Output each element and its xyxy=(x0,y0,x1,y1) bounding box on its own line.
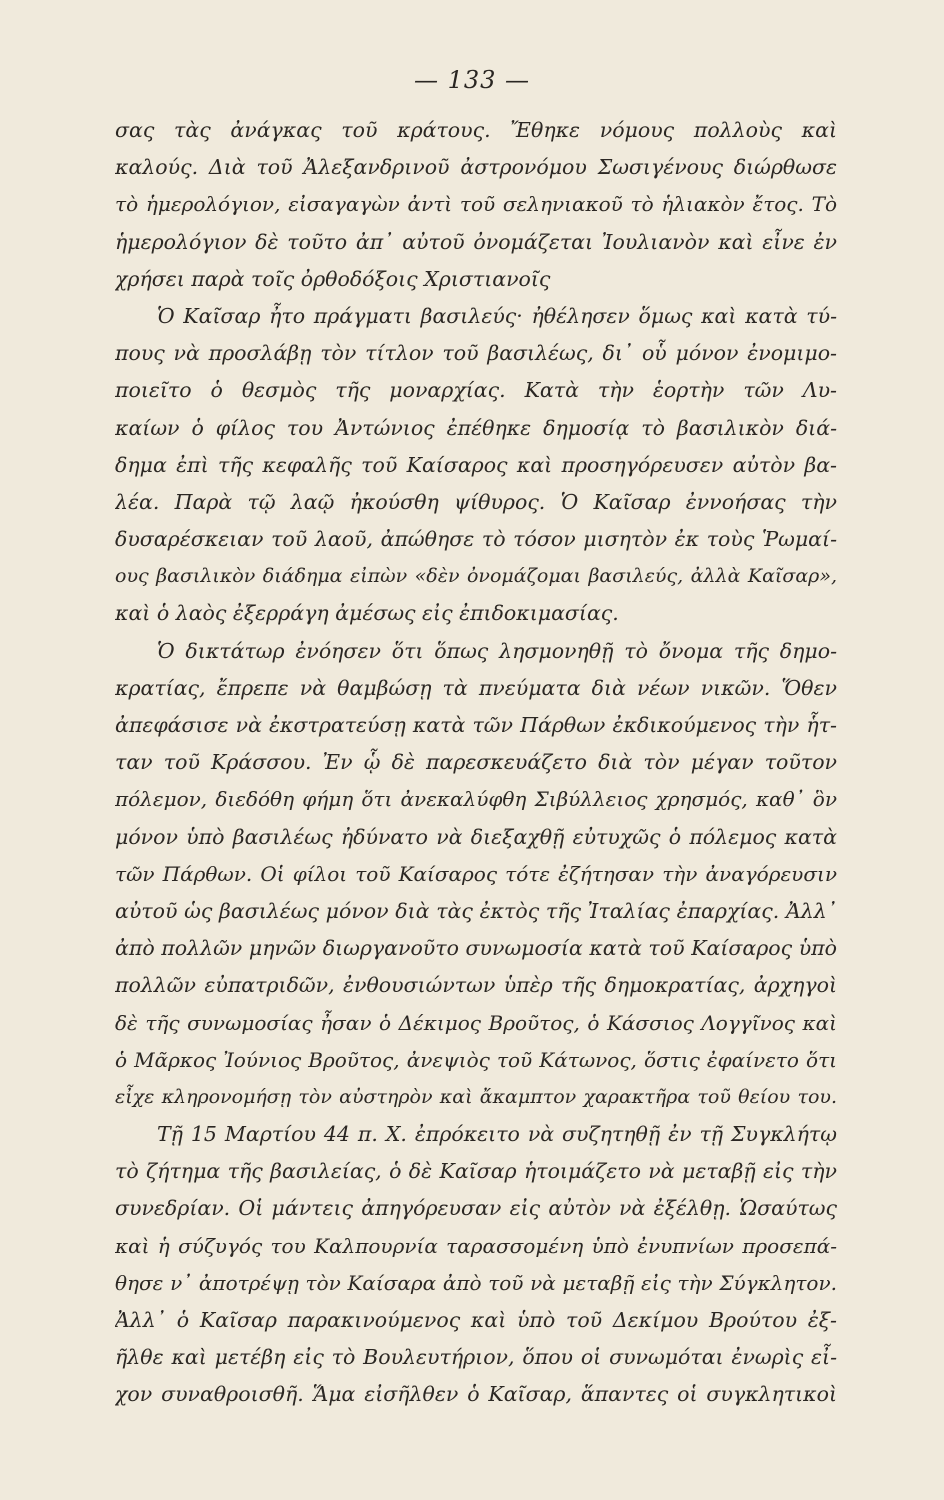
text-line: εἶχε κληρονομήσῃ τὸν αὐστηρὸν καὶ ἄκαμπτον χαρακτῆρα τοῦ θείου του. xyxy=(115,1085,837,1108)
text-line: ἡμερολόγιον δὲ τοῦτο ἀπ᾽ αὐτοῦ ὀνομάζεται Ἰουλιανὸν καὶ εἶνε ἐν xyxy=(115,229,837,254)
text-line: καὶ ὁ λαὸς ἐξερράγη ἀμέσως εἰς ἐπιδοκιμασίας. xyxy=(115,601,619,626)
text-line: τὸ ζήτημα τῆς βασιλείας, ὁ δὲ Καῖσαρ ἡτοιμάζετο νὰ μεταβῇ εἰς τὴν xyxy=(115,1159,837,1184)
text-line: λέα. Παρὰ τῷ λαῷ ἠκούσθη ψίθυρος. Ὁ Καῖσαρ ἐννοήσας τὴν xyxy=(115,489,837,514)
text-line: σας τὰς ἀνάγκας τοῦ κράτους. Ἔθηκε νόμους πολλοὺς καὶ xyxy=(115,118,837,142)
text-line: δυσαρέσκειαν τοῦ λαοῦ, ἀπώθησε τὸ τόσον μισητὸν ἐκ τοὺς Ῥωμαί- xyxy=(115,527,837,552)
text-line: ταν τοῦ Κράσσου. Ἐν ᾧ δὲ παρεσκευάζετο διὰ τὸν μέγαν τοῦτον xyxy=(115,750,837,775)
text-line: χρήσει παρὰ τοῖς ὀρθοδόξοις Χριστιανοῖς xyxy=(115,266,551,291)
text-line: Ὁ δικτάτωρ ἐνόησεν ὅτι ὅπως λησμονηθῇ τὸ ὄνομα τῆς δημο- xyxy=(157,638,837,663)
text-line: χον συναθροισθῆ. Ἅμα εἰσῆλθεν ὁ Καῖσαρ, ἅπαντες οἱ συγκλητικοὶ xyxy=(115,1382,837,1407)
text-line: ἀπεφάσισε νὰ ἐκστρατεύσῃ κατὰ τῶν Πάρθων ἐκδικούμενος τὴν ἧτ- xyxy=(115,713,837,737)
text-line: πολλῶν εὐπατριδῶν, ἐνθουσιώντων ὑπὲρ τῆς δημοκρατίας, ἀρχηγοὶ xyxy=(115,973,837,998)
text-line: ποιεῖτο ὁ θεσμὸς τῆς μοναρχίας. Κατὰ τὴν ἑορτὴν τῶν Λυ- xyxy=(115,378,837,403)
text-line: πους νὰ προσλάβῃ τὸν τίτλον τοῦ βασιλέως, δι᾽ οὗ μόνον ἐνομιμο- xyxy=(115,341,837,366)
text-line: Ἀλλ᾽ ὁ Καῖσαρ παρακινούμενος καὶ ὑπὸ τοῦ Δεκίμου Βρούτου ἐξ- xyxy=(115,1308,837,1332)
text-line: καίων ὁ φίλος του Ἀντώνιος ἐπέθηκε δημοσίᾳ τὸ βασιλικὸν διά- xyxy=(115,415,837,440)
text-line: πόλεμον, διεδόθη φήμη ὅτι ἀνεκαλύφθη Σιβύλλειος χρησμός, καθ᾽ ὃν xyxy=(115,787,837,812)
text-line: ῆλθε καὶ μετέβη εἰς τὸ Βουλευτήριον, ὅπου οἱ συνωμόται ἐνωρὶς εἶ- xyxy=(115,1345,837,1370)
body-text xyxy=(115,112,837,1414)
text-line: καλούς. Διὰ τοῦ Ἀλεξανδρινοῦ ἀστρονόμου Σωσιγένους διώρθωσε xyxy=(115,155,837,180)
text-line: ἀπὸ πολλῶν μηνῶν διωργανοῦτο συνωμοσία κατὰ τοῦ Καίσαρος ὑπὸ xyxy=(115,936,837,961)
text-line: Τῇ 15 Μαρτίου 44 π. Χ. ἐπρόκειτο νὰ συζητηθῇ ἐν τῇ Συγκλήτῳ xyxy=(157,1122,837,1147)
page-number: — 133 — xyxy=(413,66,531,94)
text-line: ους βασιλικὸν διάδημα εἰπὼν «δὲν ὀνομάζομαι βασιλεύς, ἀλλὰ Καῖσαρ», xyxy=(115,565,837,588)
text-line: καὶ ἡ σύζυγός του Καλπουρνία ταρασσομένη ὑπὸ ἐνυπνίων προσεπά- xyxy=(115,1233,837,1258)
text-line: μόνον ὑπὸ βασιλέως ἠδύνατο νὰ διεξαχθῇ εὐτυχῶς ὁ πόλεμος κατὰ xyxy=(115,824,837,849)
text-line: δημα ἐπὶ τῆς κεφαλῆς τοῦ Καίσαρος καὶ προσηγόρευσεν αὐτὸν βα- xyxy=(115,452,837,477)
text-line: θησε ν᾽ ἀποτρέψῃ τὸν Καίσαρα ἀπὸ τοῦ νὰ μεταβῇ εἰς τὴν Σύγκλητον. xyxy=(115,1270,837,1295)
text-line: ὁ Μᾶρκος Ἰούνιος Βροῦτος, ἀνεψιὸς τοῦ Κάτωνος, ὅστις ἐφαίνετο ὅτι xyxy=(115,1047,837,1072)
text-line: τὸ ἡμερολόγιον, εἰσαγαγὼν ἀντὶ τοῦ σεληνιακοῦ τὸ ἡλιακὸν ἔτος. Τὸ xyxy=(115,192,837,217)
text-line: τῶν Πάρθων. Οἱ φίλοι τοῦ Καίσαρος τότε ἐζήτησαν τὴν ἀναγόρευσιν xyxy=(115,861,837,886)
text-line: συνεδρίαν. Οἱ μάντεις ἀπηγόρευσαν εἰς αὐτὸν νὰ ἐξέλθῃ. Ὡσαύτως xyxy=(115,1196,837,1221)
text-line: Ὁ Καῖσαρ ἦτο πράγματι βασιλεύς· ἠθέλησεν ὅμως καὶ κατὰ τύ- xyxy=(157,303,837,328)
text-line: κρατίας, ἔπρεπε νὰ θαμβώσῃ τὰ πνεύματα διὰ νέων νικῶν. Ὅθεν xyxy=(115,675,837,700)
text-line: δὲ τῆς συνωμοσίας ἦσαν ὁ Δέκιμος Βροῦτος, ὁ Κάσσιος Λογγῖνος καὶ xyxy=(115,1010,837,1035)
text-line: αὐτοῦ ὡς βασιλέως μόνον διὰ τὰς ἐκτὸς τῆς Ἰταλίας ἐπαρχίας. Ἀλλ᾽ xyxy=(115,898,837,923)
